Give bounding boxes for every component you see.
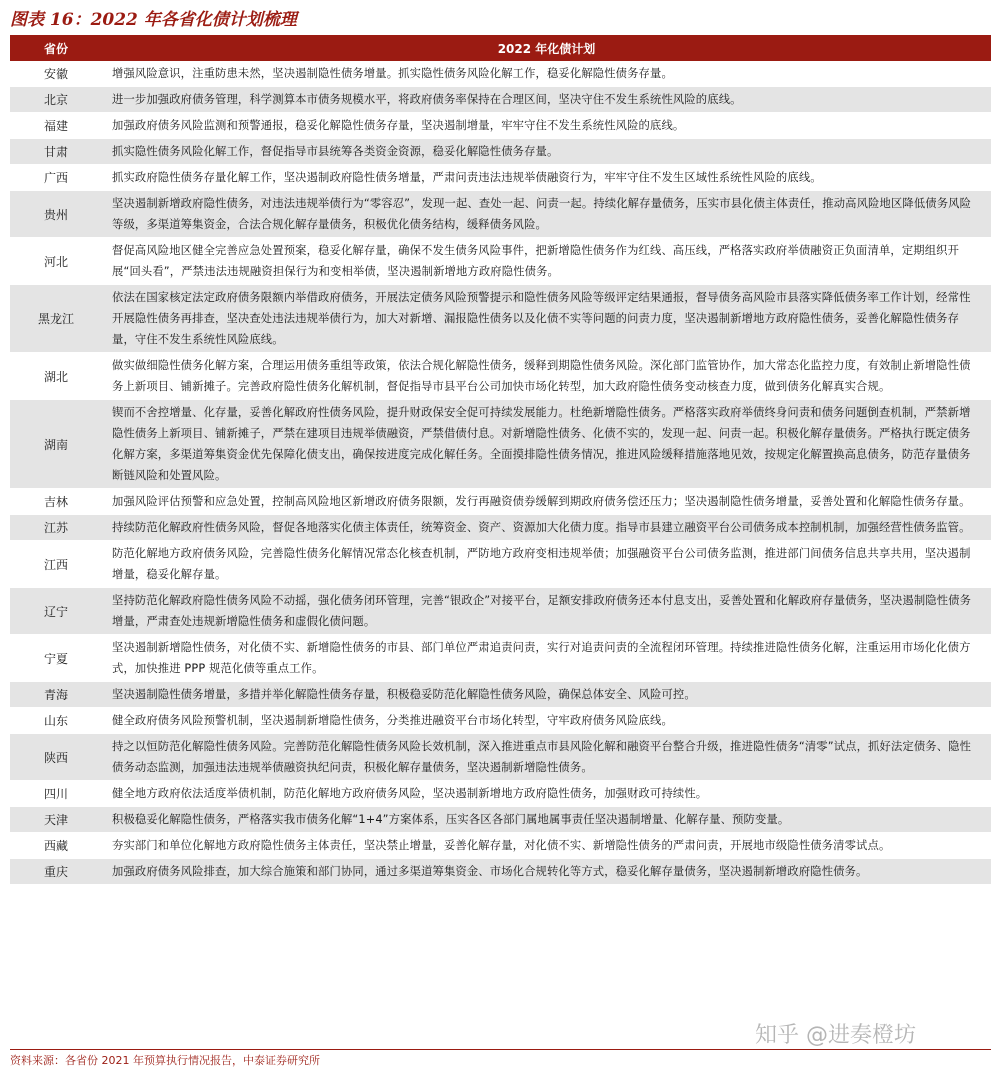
- province-cell: 广西: [43, 171, 68, 185]
- table-row: [10, 61, 991, 87]
- watermark: 知乎 @进奏橙坊: [755, 1023, 916, 1048]
- table-row: [10, 285, 991, 353]
- plan-cell: 抓实隐性债务风险化解工作，督促指导市县统筹各类资金资源，稳妥化解隐性债务存量。: [112, 145, 559, 158]
- plan-cell: 坚决遏制隐性债务增量，多措并举化解隐性债务存量，积极稳妥防范化解隐性债务风险，确保总体安全、风险可控。: [112, 688, 696, 701]
- plan-cell: 进一步加强政府债务管理，科学测算本市债务规模水平，将政府债务率保持在合理区间，坚决守住不发生系统性风险的底线。: [112, 93, 742, 106]
- plan-cell: 坚决遏制新增政府隐性债务，对违法违规举债行为“零容忍”，发现一起、查处一起、问责一起。持续化解存量债务，压实市县化债主体责任，推动高风险地区降低债务风险等级，多渠道筹集资金，合法合规化解存量债务，积极优化债务结构，缓释债务风险。: [112, 197, 972, 231]
- province-cell: 河北: [43, 254, 68, 269]
- province-cell: 山东: [43, 714, 68, 728]
- table-row: [10, 489, 991, 515]
- table-row: [10, 238, 991, 285]
- plan-cell: 夯实部门和单位化解地方政府隐性债务主体责任，坚决禁止增量，妥善化解存量，对化债不实、新增隐性债务的严肃问责，开展地市级隐性债务清零试点。: [112, 839, 891, 852]
- footer-divider: [10, 1049, 991, 1050]
- province-cell: 湖北: [43, 369, 68, 384]
- chart-title: 图表 16：2022 年各省化债计划梳理: [10, 10, 297, 30]
- table-row: [10, 353, 991, 400]
- province-cell: 北京: [43, 93, 68, 107]
- table-header: [10, 37, 991, 61]
- table-row: [10, 87, 991, 113]
- province-cell: 重庆: [43, 865, 68, 879]
- province-cell: 甘肃: [43, 145, 68, 159]
- table-row: [10, 734, 991, 781]
- plan-cell: 健全地方政府依法适度举债机制，防范化解地方政府债务风险，坚决遏制新增地方政府隐性债务，加强财政可持续性。: [112, 787, 708, 800]
- table-row: [10, 588, 991, 635]
- table-row: [10, 541, 991, 588]
- province-cell: 湖南: [43, 437, 68, 452]
- table-row: [10, 708, 991, 734]
- province-cell: 四川: [43, 787, 68, 801]
- table-row: [10, 781, 991, 807]
- table-row: [10, 515, 991, 541]
- plan-cell: 抓实政府隐性债务存量化解工作，坚决遏制政府隐性债务增量，严肃问责违法违规举债融资行为，牢牢守住不发生区域性系统性风险的底线。: [112, 171, 822, 184]
- plan-table: [10, 37, 991, 885]
- plan-cell: 健全政府债务风险预警机制，坚决遏制新增隐性债务，分类推进融资平台市场化转型，守牢政府债务风险底线。: [112, 714, 673, 727]
- province-cell: 青海: [43, 688, 68, 702]
- plan-cell: 做实做细隐性债务化解方案，合理运用债务重组等政策，依法合规化解隐性债务，缓释到期隐性债务风险。深化部门监管协作，加大常态化监控力度，有效制止新增隐性债务上新项目、铺新摊子。完善政府隐性债务化解机制，督促指导市县平台公司加快市场化转型，加大政府隐性债务变动核查力度，做到债务化解真实合规。: [112, 359, 971, 393]
- plan-cell: 增强风险意识，注重防患未然，坚决遏制隐性债务增量。抓实隐性债务风险化解工作，稳妥化解隐性债务存量。: [112, 67, 673, 80]
- source-note: 资料来源：各省份 2021 年预算执行情况报告，中泰证券研究所: [10, 1054, 320, 1067]
- table-row: [10, 635, 991, 682]
- plan-cell: 加强风险评估预警和应急处置，控制高风险地区新增政府债务限额，发行再融资债券缓解到期政府债务偿还压力；坚决遏制隐性债务增量，妥善处置和化解隐性债务存量。: [112, 495, 971, 508]
- province-cell: 江苏: [43, 521, 68, 535]
- plan-cell: 防范化解地方政府债务风险，完善隐性债务化解情况常态化核查机制，严防地方政府变相违规举债；加强融资平台公司债务监测，推进部门间债务信息共享共用，坚决遏制增量，稳妥化解存量。: [112, 547, 971, 581]
- plan-cell: 持续防范化解政府性债务风险，督促各地落实化债主体责任，统筹资金、资产、资源加大化债力度。指导市县建立融资平台公司债务成本控制机制，加强经营性债务监管。: [112, 521, 971, 534]
- plan-cell: 锲而不舍控增量、化存量，妥善化解政府性债务风险，提升财政保安全促可持续发展能力。杜绝新增隐性债务。严格落实政府举债终身问责和债务问题倒查机制，严禁新增隐性债务上新项目、铺新摊子，严禁在建项目违规举债融资，严禁借债付息。对新增隐性债务、化债不实的，发现一起、问责一起。积极化解存量债务。严格执行既定债务化解方案，多渠道筹集资金优先保障化债支出，确保按进度完成化解任务。全面摸排隐性债务情况，推进风险缓释措施落地见效，按规定化解置换高息债务，防范存量债务断链风险和处置风险。: [112, 406, 971, 482]
- province-cell: 陕西: [43, 750, 68, 765]
- table-row: [10, 682, 991, 708]
- table-row: [10, 833, 991, 859]
- province-cell: 贵州: [43, 207, 68, 222]
- plan-cell: 积极稳妥化解隐性债务，严格落实我市债务化解“1+4”方案体系，压实各区各部门属地属事责任坚决遏制增量、化解存量、预防变量。: [112, 813, 790, 826]
- plan-cell: 加强政府债务风险监测和预警通报，稳妥化解隐性债务存量，坚决遏制增量，牢牢守住不发生系统性风险的底线。: [112, 119, 685, 132]
- table-row: [10, 113, 991, 139]
- province-cell: 黑龙江: [37, 312, 74, 326]
- header-plan: 2022 年化债计划: [497, 42, 596, 56]
- province-cell: 宁夏: [43, 651, 68, 666]
- table-row: [10, 807, 991, 833]
- plan-cell: 加强政府债务风险排查，加大综合施策和部门协同，通过多渠道筹集资金、市场化合规转化等方式，稳妥化解存量债务，坚决遏制新增政府隐性债务。: [112, 865, 868, 878]
- province-cell: 福建: [43, 119, 68, 133]
- plan-cell: 依法在国家核定法定政府债务限额内举借政府债务，开展法定债务风险预警提示和隐性债务风险等级评定结果通报，督导债务高风险市县落实降低债务率工作计划，经常性开展隐性债务再排查，坚决查处违法违规举债行为，加大对新增、漏报隐性债务以及化债不实等问题的问责力度，坚决遏制新增地方政府隐性债务，妥善化解隐性债务存量，守住不发生系统性风险底线。: [112, 291, 971, 346]
- table-row: [10, 400, 991, 489]
- table-row: [10, 139, 991, 165]
- province-cell: 天津: [43, 813, 68, 827]
- plan-cell: 坚持防范化解政府隐性债务风险不动摇，强化债务闭环管理，完善“银政企”对接平台，足额安排政府债务还本付息支出，妥善处置和化解政府存量债务，坚决遏制隐性债务增量，严肃查处违规新增隐性债务和虚假化债问题。: [112, 594, 972, 628]
- plan-cell: 持之以恒防范化解隐性债务风险。完善防范化解隐性债务风险长效机制，深入推进重点市县风险化解和融资平台整合升级，推进隐性债务“清零”试点，抓好法定债务、隐性债务动态监测，加强违法违规举债融资执纪问责，积极化解存量债务，坚决遏制新增隐性债务。: [112, 740, 972, 774]
- plan-cell: 督促高风险地区健全完善应急处置预案，稳妥化解存量，确保不发生债务风险事件，把新增隐性债务作为红线、高压线，严格落实政府举债融资正负面清单，定期组织开展“回头看”，严禁违法违规融资担保行为和变相举债，坚决遏制新增地方政府隐性债务。: [112, 244, 960, 278]
- table-row: [10, 191, 991, 238]
- table-body: [10, 61, 991, 885]
- table-row: [10, 165, 991, 191]
- province-cell: 江西: [43, 557, 68, 572]
- table-row: [10, 859, 991, 885]
- plan-cell: 坚决遏制新增隐性债务，对化债不实、新增隐性债务的市县、部门单位严肃追责问责，实行对追责问责的全流程闭环管理。持续推进隐性债务化解，注重运用市场化化债方式，加快推进 PPP 规范化债等重点工作。: [112, 641, 971, 675]
- header-province: 省份: [43, 42, 68, 56]
- province-cell: 吉林: [43, 495, 68, 509]
- province-cell: 辽宁: [43, 604, 68, 619]
- province-cell: 安徽: [43, 67, 68, 81]
- province-cell: 西藏: [43, 839, 68, 853]
